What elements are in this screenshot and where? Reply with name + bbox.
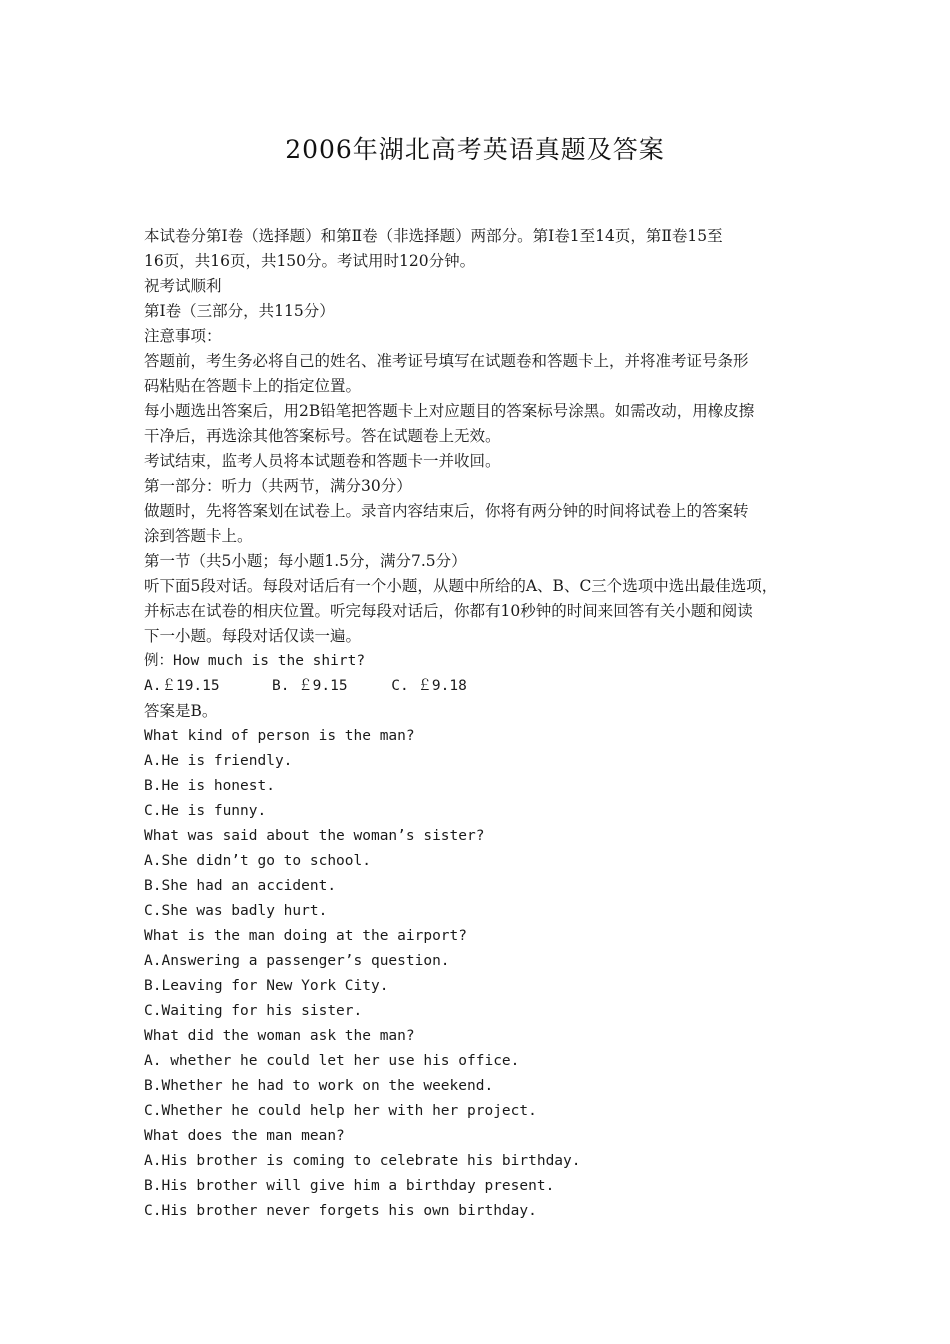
question-5: What does the man mean?: [144, 1128, 345, 1144]
good-luck-line: 祝考试顺利: [144, 277, 222, 295]
part-one-instruction-2: 涂到答题卡上。: [144, 527, 253, 545]
question-3-option-b: B.Leaving for New York City.: [144, 978, 389, 994]
section-one-instruction-2: 并标志在试卷的相庆位置。听完每段对话后，你都有10秒钟的时间来回答有关小题和阅读: [144, 602, 753, 620]
note-3-line: 考试结束，监考人员将本试题卷和答题卡一并收回。: [144, 452, 501, 470]
example-answer: 答案是B。: [144, 702, 218, 720]
section-one-instruction-3: 下一小题。每段对话仅读一遍。: [144, 627, 362, 645]
intro-line-1: 本试卷分第Ⅰ卷（选择题）和第Ⅱ卷（非选择题）两部分。第Ⅰ卷1至14页，第Ⅱ卷15至: [144, 227, 723, 245]
example-question: 例：How much is the shirt?: [144, 653, 366, 669]
part-one-instruction-1: 做题时，先将答案划在试卷上。录音内容结束后，你将有两分钟的时间将试卷上的答案转: [144, 502, 749, 520]
notes-heading: 注意事项：: [144, 327, 222, 345]
question-4-option-c: C.Whether he could help her with her project.: [144, 1103, 537, 1119]
question-5-option-b: B.His brother will give him a birthday present.: [144, 1178, 555, 1194]
question-3-option-c: C.Waiting for his sister.: [144, 1003, 363, 1019]
question-1-option-a: A.He is friendly.: [144, 753, 293, 769]
section-one-heading: 第一节（共5小题；每小题1.5分，满分7.5分）: [144, 552, 467, 570]
question-1-option-b: B.He is honest.: [144, 778, 275, 794]
part-one-heading: 第一部分：听力（共两节，满分30分）: [144, 477, 412, 495]
question-4: What did the woman ask the man?: [144, 1028, 415, 1044]
question-4-option-a: A. whether he could let her use his office.: [144, 1053, 520, 1069]
question-4-option-b: B.Whether he had to work on the weekend.: [144, 1078, 494, 1094]
question-2: What was said about the woman’s sister?: [144, 828, 485, 844]
note-2-line-2: 干净后，再选涂其他答案标号。答在试题卷上无效。: [144, 427, 501, 445]
question-3-option-a: A.Answering a passenger’s question.: [144, 953, 450, 969]
note-2-line-1: 每小题选出答案后，用2B铅笔把答题卡上对应题目的答案标号涂黑。如需改动，用橡皮擦: [144, 402, 755, 420]
intro-line-2: 16页，共16页，共150分。考试用时120分钟。: [144, 252, 476, 270]
question-5-option-c: C.His brother never forgets his own birthday.: [144, 1203, 537, 1219]
section-one-instruction-1: 听下面5段对话。每段对话后有一个小题，从题中所给的A、B、C三个选项中选出最佳选项，: [144, 577, 778, 595]
document-body: [144, 224, 814, 1224]
question-2-option-c: C.She was badly hurt.: [144, 903, 328, 919]
question-5-option-a: A.His brother is coming to celebrate his birthday.: [144, 1153, 581, 1169]
question-1: What kind of person is the man?: [144, 728, 415, 744]
note-1-line-2: 码粘贴在答题卡上的指定位置。: [144, 377, 362, 395]
question-2-option-b: B.She had an accident.: [144, 878, 337, 894]
question-3: What is the man doing at the airport?: [144, 928, 468, 944]
question-1-option-c: C.He is funny.: [144, 803, 267, 819]
note-1-line-1: 答题前，考生务必将自己的姓名、准考证号填写在试题卷和答题卡上，并将准考证号条形: [144, 352, 749, 370]
volume-one-heading: 第Ⅰ卷（三部分，共115分）: [144, 302, 335, 320]
question-2-option-a: A.She didn’t go to school.: [144, 853, 371, 869]
example-options: A.￡19.15 B. ￡9.15 C. ￡9.18: [144, 678, 467, 694]
document-title: 2006年湖北高考英语真题及答案: [285, 135, 665, 164]
